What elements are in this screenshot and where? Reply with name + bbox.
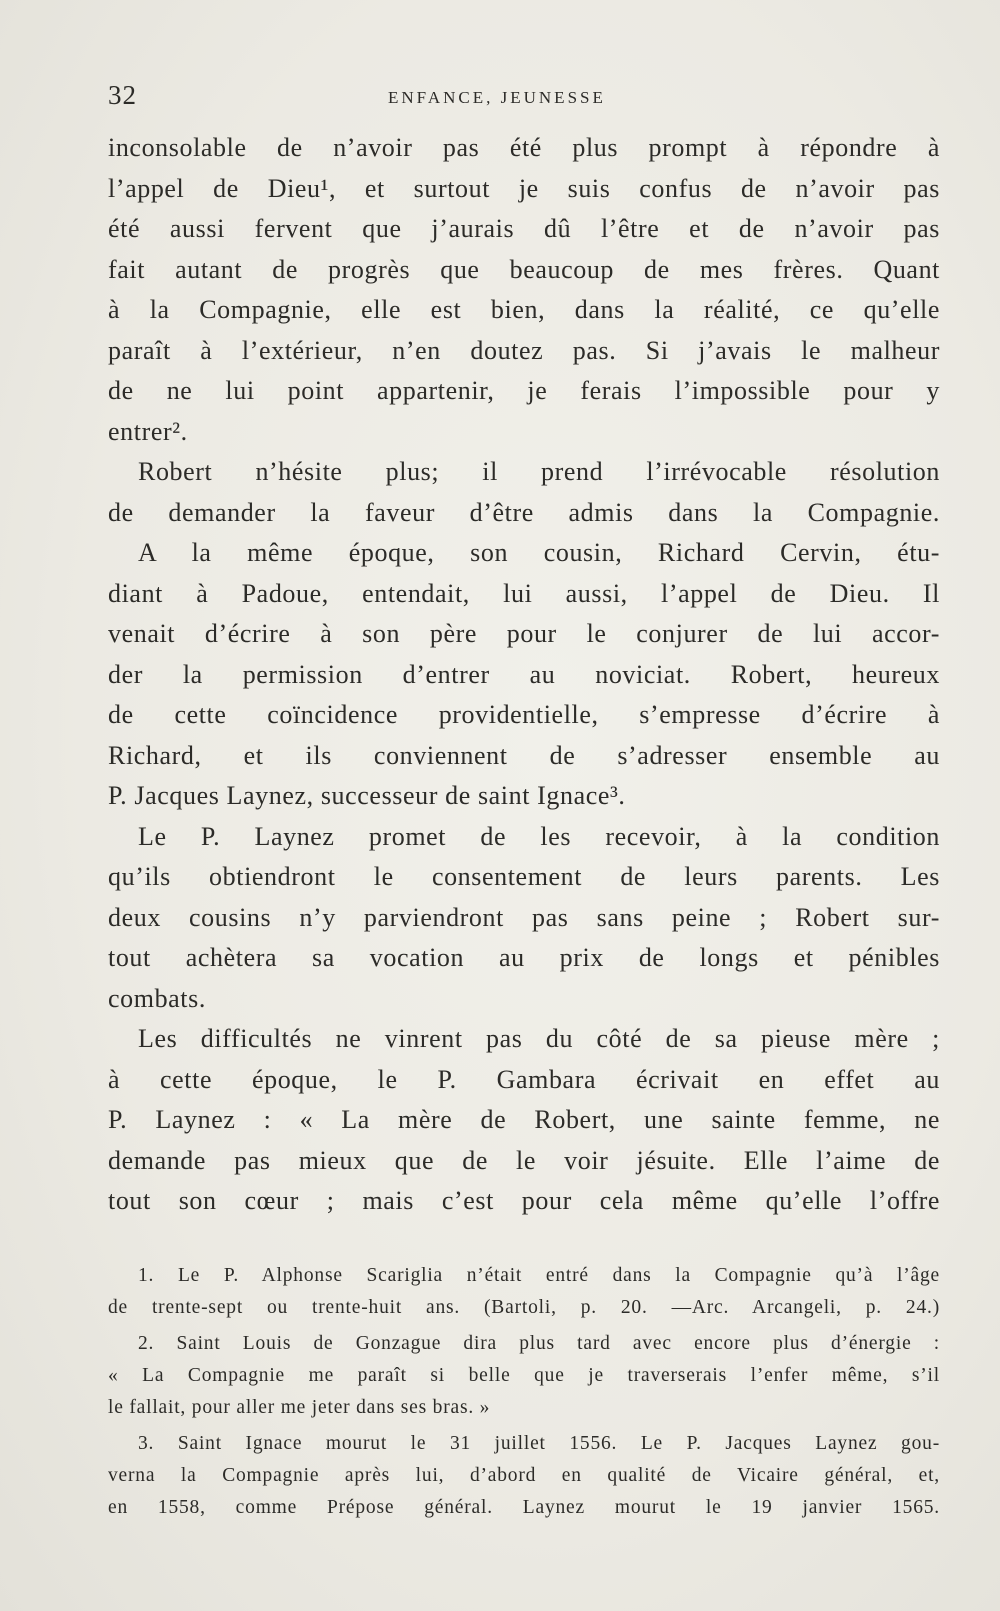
- footnote-line: en 1558, comme Prépose général. Laynez mourut le 19 janvier 1565.: [108, 1497, 940, 1518]
- footnotes: [108, 1260, 940, 1524]
- text-line: demande pas mieux que de le voir jésuite. Elle l’aime de: [108, 1145, 940, 1175]
- text-line: venait d’écrire à son père pour le conjurer de lui accor-: [108, 619, 940, 648]
- page-number: 32: [108, 80, 137, 110]
- text-line: qu’ils obtiendront le consentement de leurs parents. Les: [108, 862, 940, 891]
- text-line: tout son cœur ; mais c’est pour cela même qu’elle l’offre: [108, 1186, 940, 1215]
- text-line: A la même époque, son cousin, Richard Cervin, étu-: [138, 538, 940, 567]
- main-text: [108, 128, 940, 1222]
- running-head: ENFANCE, JEUNESSE: [388, 88, 606, 107]
- text-line: de ne lui point appartenir, je ferais l’impossible pour y: [108, 376, 940, 405]
- text-line: P. Laynez : « La mère de Robert, une sainte femme, ne: [108, 1105, 940, 1134]
- text-line: à la Compagnie, elle est bien, dans la réalité, ce qu’elle: [108, 295, 940, 324]
- footnote-line: de trente-sept ou trente-huit ans. (Bartoli, p. 20. —Arc. Arcangeli, p. 24.): [108, 1297, 940, 1318]
- footnote-line: 1. Le P. Alphonse Scariglia n’était entré dans la Compagnie qu’à l’âge: [138, 1265, 940, 1286]
- text-line: Le P. Laynez promet de les recevoir, à la condition: [138, 821, 940, 851]
- text-line: deux cousins n’y parviendront pas sans peine ; Robert sur-: [108, 902, 940, 932]
- text-line: P. Jacques Laynez, successeur de saint Ignace³.: [108, 781, 626, 810]
- text-line: Robert n’hésite plus; il prend l’irrévocable résolution: [138, 457, 940, 486]
- text-line: Richard, et ils conviennent de s’adresser ensemble au: [108, 740, 940, 770]
- text-line: l’appel de Dieu¹, et surtout je suis confus de n’avoir pas: [108, 173, 940, 203]
- text-line: diant à Padoue, entendait, lui aussi, l’appel de Dieu. Il: [108, 578, 940, 608]
- footnote-line: « La Compagnie me paraît si belle que je traverserais l’enfer même, s’il: [108, 1365, 940, 1386]
- text-line: Les difficultés ne vinrent pas du côté de sa pieuse mère ;: [138, 1024, 940, 1053]
- page-header: [108, 80, 940, 120]
- text-line: été aussi fervent que j’aurais dû l’être et de n’avoir pas: [108, 214, 940, 243]
- footnote-line: 3. Saint Ignace mourut le 31 juillet 1556. Le P. Jacques Laynez gou-: [138, 1433, 940, 1454]
- footnote-line: 2. Saint Louis de Gonzague dira plus tard avec encore plus d’énergie :: [138, 1333, 940, 1354]
- footnote-line: verna la Compagnie après lui, d’abord en qualité de Vicaire général, et,: [108, 1465, 940, 1486]
- text-line: fait autant de progrès que beaucoup de mes frères. Quant: [108, 254, 940, 284]
- text-line: paraît à l’extérieur, n’en doutez pas. Si j’avais le malheur: [108, 335, 940, 365]
- footnote-line: le fallait, pour aller me jeter dans ses bras. »: [108, 1397, 491, 1418]
- text-line: inconsolable de n’avoir pas été plus prompt à répondre à: [108, 133, 940, 162]
- text-line: combats.: [108, 983, 206, 1013]
- text-line: entrer².: [108, 416, 188, 446]
- text-line: der la permission d’entrer au noviciat. Robert, heureux: [108, 659, 940, 689]
- text-line: de demander la faveur d’être admis dans la Compagnie.: [108, 497, 940, 527]
- text-line: de cette coïncidence providentielle, s’empresse d’écrire à: [108, 700, 940, 729]
- text-line: tout achètera sa vocation au prix de longs et pénibles: [108, 943, 940, 972]
- text-line: à cette époque, le P. Gambara écrivait en effet au: [108, 1064, 940, 1094]
